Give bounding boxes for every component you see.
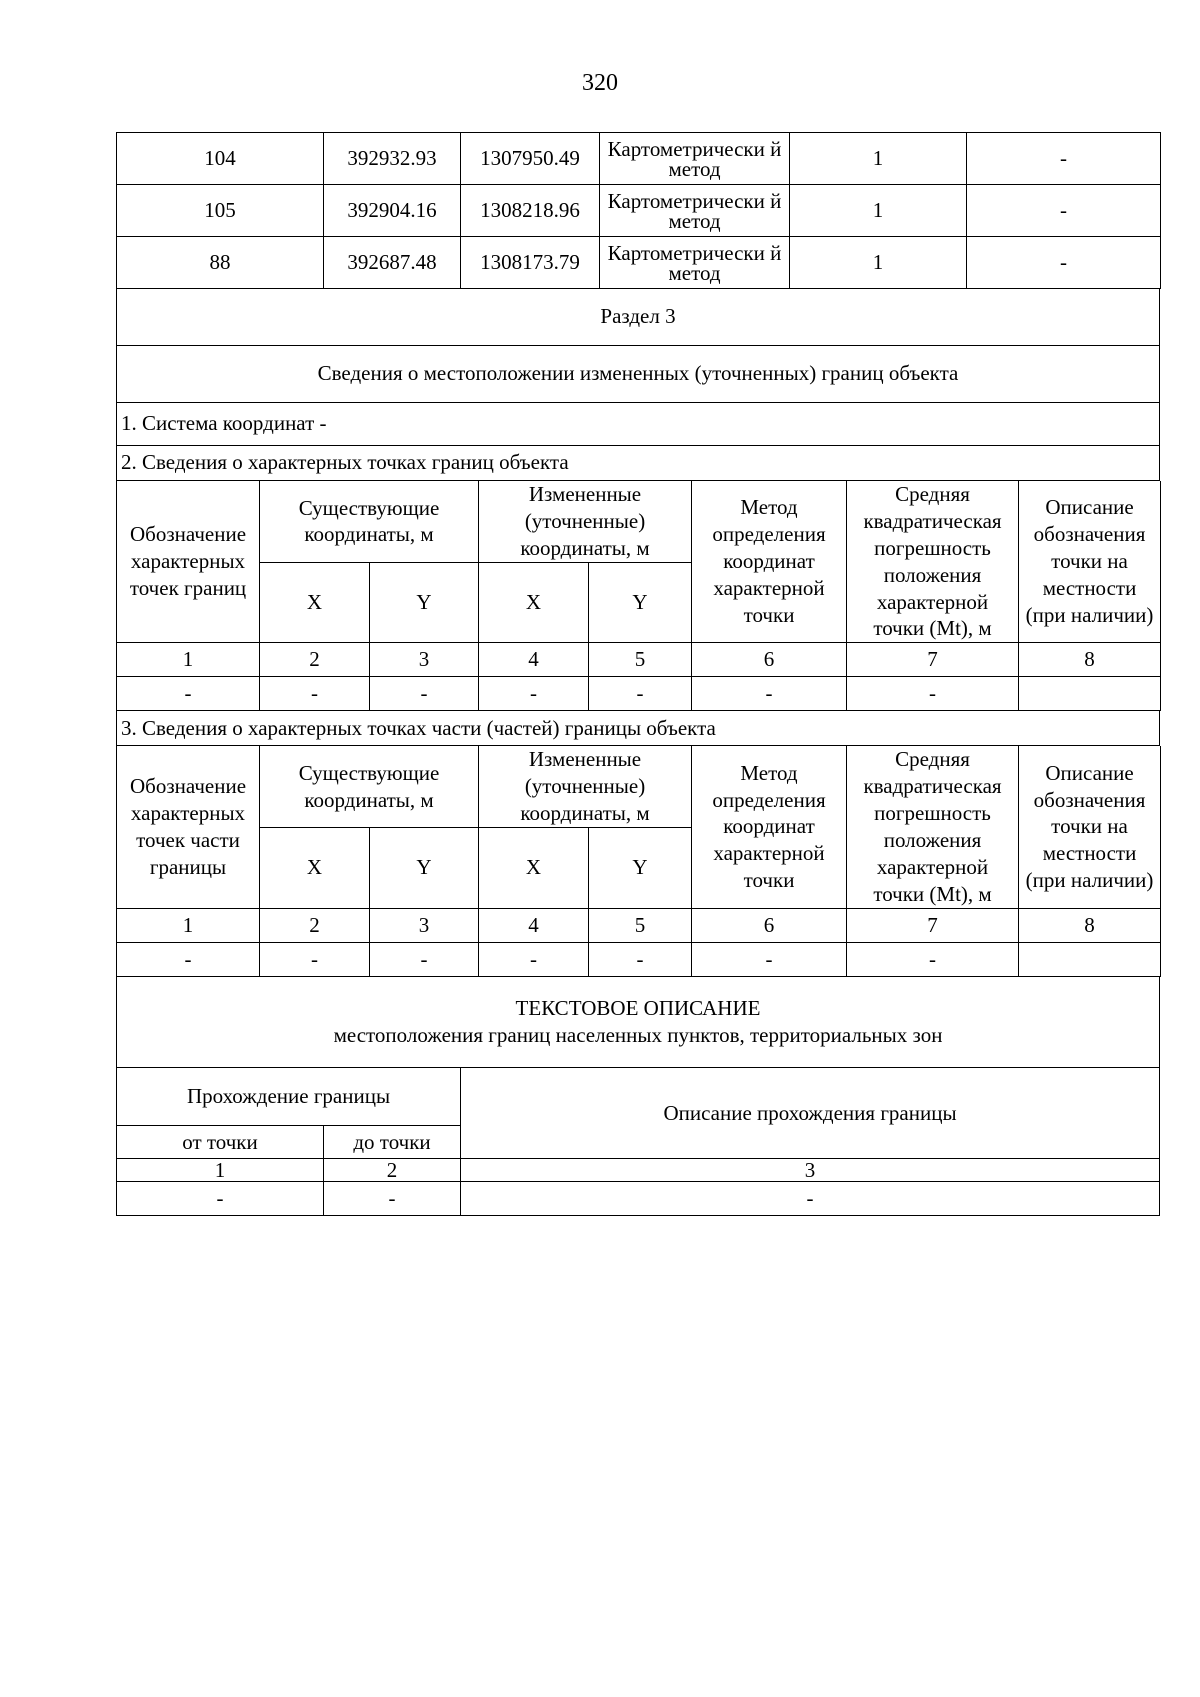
column-number: 8 [1019, 643, 1161, 677]
from-point-header: от точки [117, 1126, 324, 1159]
column-number: 5 [589, 908, 692, 942]
method-header: Метод определения координат характерной точки [692, 481, 847, 643]
passage-header: Прохождение границы [117, 1068, 461, 1126]
empty-cell: - [692, 677, 847, 711]
points-heading: 2. Сведения о характерных точках границ объекта [117, 446, 1160, 481]
y-cell: 1308218.96 [461, 185, 600, 237]
description-cell: - [967, 133, 1161, 185]
changed-coords-header: Измененные (уточненные) координаты, м [479, 481, 692, 562]
parts-heading: 3. Сведения о характерных точках части (частей) границы объекта [117, 711, 1160, 746]
section-subtitle: Сведения о местоположении измененных (уточненных) границ объекта [117, 346, 1160, 403]
coord-system: 1. Система координат - [117, 403, 1160, 446]
table-row [117, 133, 1161, 185]
text-description-subheading: местоположения границ населенных пунктов, территориальных зон [333, 1022, 943, 1047]
passage-description-header: Описание прохождения границы [461, 1068, 1160, 1159]
empty-cell: - [260, 677, 370, 711]
point-cell: 88 [117, 237, 324, 289]
designation-header: Обозначение характерных точек части границы [117, 746, 260, 908]
empty-cell [1019, 942, 1161, 976]
column-number: 1 [117, 908, 260, 942]
empty-cell: - [461, 1182, 1160, 1216]
text-description-title [117, 977, 1160, 1068]
parts-table [116, 746, 1161, 976]
column-number: 3 [370, 643, 479, 677]
empty-cell: - [117, 1182, 324, 1216]
x-header: X [479, 562, 589, 642]
empty-cell: - [324, 1182, 461, 1216]
y-cell: 1307950.49 [461, 133, 600, 185]
accuracy-cell: 1 [790, 133, 967, 185]
empty-cell [1019, 677, 1161, 711]
empty-cell: - [370, 942, 479, 976]
text-description-heading: ТЕКСТОВОЕ ОПИСАНИЕ [515, 996, 761, 1021]
description-header: Описание обозначения точки на местности (при наличии) [1019, 481, 1161, 643]
empty-cell: - [117, 677, 260, 711]
point-cell: 105 [117, 185, 324, 237]
points-table [116, 481, 1161, 711]
empty-cell: - [847, 942, 1019, 976]
section3-header [116, 289, 1160, 481]
column-number: 7 [847, 908, 1019, 942]
changed-coords-header: Измененные (уточненные) координаты, м [479, 746, 692, 827]
accuracy-cell: 1 [790, 237, 967, 289]
empty-cell: - [692, 942, 847, 976]
parts-heading-table [116, 711, 1160, 746]
accuracy-header: Средняя квадратическая погрешность положения характерной точки (Mt), м [847, 481, 1019, 643]
x-header: X [260, 562, 370, 642]
y-header: Y [370, 562, 479, 642]
column-number: 4 [479, 643, 589, 677]
y-header: Y [370, 828, 479, 908]
column-number: 6 [692, 908, 847, 942]
y-header: Y [589, 562, 692, 642]
column-number: 2 [260, 908, 370, 942]
document-body [116, 132, 1160, 1216]
column-number: 2 [324, 1159, 461, 1182]
y-cell: 1308173.79 [461, 237, 600, 289]
passage-table [116, 1068, 1160, 1217]
y-header: Y [589, 828, 692, 908]
empty-cell: - [370, 677, 479, 711]
existing-coords-header: Существующие координаты, м [260, 746, 479, 827]
empty-cell: - [479, 942, 589, 976]
method-cell: Картометрически й метод [600, 237, 790, 289]
point-cell: 104 [117, 133, 324, 185]
column-number: 8 [1019, 908, 1161, 942]
description-cell: - [967, 237, 1161, 289]
section-title: Раздел 3 [117, 289, 1160, 346]
page-number: 320 [582, 70, 618, 96]
column-number: 3 [461, 1159, 1160, 1182]
table-row [117, 237, 1161, 289]
to-point-header: до точки [324, 1126, 461, 1159]
column-number: 4 [479, 908, 589, 942]
table-row [117, 185, 1161, 237]
coordinates-table-continued [116, 132, 1161, 289]
column-number: 5 [589, 643, 692, 677]
empty-cell: - [260, 942, 370, 976]
empty-cell: - [117, 942, 260, 976]
empty-cell: - [479, 677, 589, 711]
empty-cell: - [589, 942, 692, 976]
x-cell: 392932.93 [324, 133, 461, 185]
method-cell: Картометрически й метод [600, 185, 790, 237]
method-cell: Картометрически й метод [600, 133, 790, 185]
x-cell: 392687.48 [324, 237, 461, 289]
empty-cell: - [589, 677, 692, 711]
empty-cell: - [847, 677, 1019, 711]
column-number: 1 [117, 1159, 324, 1182]
column-number: 2 [260, 643, 370, 677]
column-number: 1 [117, 643, 260, 677]
column-number: 3 [370, 908, 479, 942]
column-number: 6 [692, 643, 847, 677]
existing-coords-header: Существующие координаты, м [260, 481, 479, 562]
designation-header: Обозначение характерных точек границ [117, 481, 260, 643]
accuracy-header: Средняя квадратическая погрешность положения характерной точки (Mt), м [847, 746, 1019, 908]
accuracy-cell: 1 [790, 185, 967, 237]
column-number: 7 [847, 643, 1019, 677]
description-header: Описание обозначения точки на местности (при наличии) [1019, 746, 1161, 908]
description-cell: - [967, 185, 1161, 237]
method-header: Метод определения координат характерной точки [692, 746, 847, 908]
x-header: X [479, 828, 589, 908]
x-header: X [260, 828, 370, 908]
x-cell: 392904.16 [324, 185, 461, 237]
text-description-title-table [116, 977, 1160, 1068]
